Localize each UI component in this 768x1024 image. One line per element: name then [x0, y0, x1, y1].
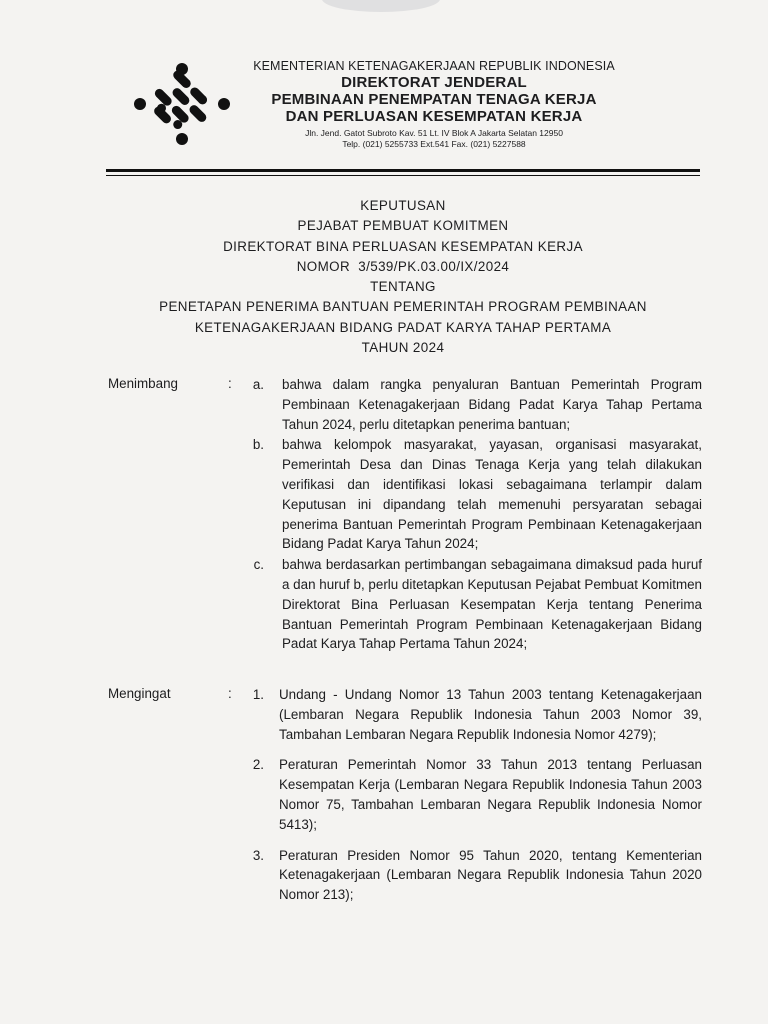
address: Jln. Jend. Gatot Subroto Kav. 51 Lt. IV Blok A Jakarta Selatan 12950 — [305, 128, 563, 138]
letterhead — [0, 0, 768, 180]
menimbang-label: Menimbang — [108, 376, 178, 391]
list-marker: 1. — [252, 687, 264, 702]
list-item — [238, 375, 702, 434]
list-text: Undang - Undang Nomor 13 Tahun 2003 tentang Ketenagakerjaan (Lembaran Negara Republik Indonesia Tahun 2003 Nomor 39, Tambahan Lembaran Negara Republik Indonesia Nomor 4279); — [279, 687, 702, 742]
list-marker: b. — [252, 437, 264, 453]
directorate-line-1: DIREKTORAT JENDERAL — [341, 74, 527, 91]
list-text: Peraturan Pemerintah Nomor 33 Tahun 2013 tentang Perluasan Kesempatan Kerja (Lembaran Negara Republik Indonesia Tahun 2003 Nomor 75, Tambahan Lembaran Negara Republik Indonesia Nomor 5413); — [279, 757, 702, 832]
menimbang-list — [238, 375, 702, 655]
list-text: bahwa berdasarkan pertimbangan sebagaimana dimaksud pada huruf a dan huruf b, perlu ditetapkan Keputusan Pejabat Pembuat Komitmen Direktorat Bina Perluasan Kesempatan Kerja tentang Penerima Bantuan Pemerintah Program Pembinaan Ketenagakerjaan Bidang Padat Karya Tahap Pertama Tahun 2024; — [282, 557, 702, 652]
letterhead-rule-thick — [106, 169, 700, 172]
list-item — [238, 755, 702, 834]
mengingat-colon: : — [228, 686, 232, 701]
title-line-2: PEJABAT PEMBUAT KOMITMEN — [297, 218, 509, 234]
list-marker: 2. — [252, 757, 264, 773]
ministry-logo-icon — [132, 62, 232, 146]
title-line-6: PENETAPAN PENERIMA BANTUAN PEMERINTAH PROGRAM PEMBINAAN — [159, 299, 647, 315]
list-marker: a. — [252, 377, 264, 392]
list-text: Peraturan Presiden Nomor 95 Tahun 2020, tentang Kementerian Ketenagakerjaan (Lembaran Negara Republik Indonesia Tahun 2020 Nomor 213); — [279, 847, 702, 903]
letterhead-rule-thin — [106, 175, 700, 176]
decree-title — [106, 196, 700, 358]
decree-number: NOMOR 3/539/PK.03.00/IX/2024 — [296, 258, 510, 274]
list-marker: c. — [253, 557, 264, 573]
title-line-3: DIREKTORAT BINA PERLUASAN KESEMPATAN KERJA — [223, 238, 583, 254]
ministry-name: KEMENTERIAN KETENAGAKERJAAN REPUBLIK INDONESIA — [253, 59, 615, 73]
list-item — [238, 846, 702, 905]
menimbang-colon: : — [228, 376, 232, 391]
phone-fax: Telp. (021) 5255733 Ext.541 Fax. (021) 5227588 — [342, 139, 526, 149]
letterhead-text — [250, 58, 618, 150]
directorate-line-3: DAN PERLUASAN KESEMPATAN KERJA — [285, 108, 583, 125]
list-item — [238, 555, 702, 654]
title-line-5: TENTANG — [370, 279, 436, 295]
title-line-1: KEPUTUSAN — [360, 198, 446, 213]
list-text: bahwa dalam rangka penyaluran Bantuan Pemerintah Program Pembinaan Ketenagakerjaan Bidang Padat Karya Tahap Pertama Tahun 2024, perlu ditetapkan penerima bantuan; — [282, 377, 702, 432]
mengingat-list — [238, 685, 702, 916]
list-item — [238, 435, 702, 554]
title-line-7: KETENAGAKERJAAN BIDANG PADAT KARYA TAHAP PERTAMA — [194, 319, 612, 335]
title-line-8: TAHUN 2024 — [361, 340, 445, 356]
list-text: bahwa kelompok masyarakat, yayasan, organisasi masyarakat, Pemerintah Desa dan Dinas Tenaga Kerja yang telah dilakukan verifikasi dan identifikasi lokasi sebagaimana terlampir dalam Keputusan ini dipandang telah memenuhi persyaratan sebagai penerima Bantuan Pemerintah Program Pembinaan Ketenagakerjaan Bidang Padat Karya Tahun 2024; — [282, 437, 702, 552]
list-item — [238, 685, 702, 744]
list-marker: 3. — [252, 847, 264, 863]
mengingat-label: Mengingat — [108, 686, 171, 701]
directorate-line-2: PEMBINAAN PENEMPATAN TENAGA KERJA — [271, 91, 597, 108]
